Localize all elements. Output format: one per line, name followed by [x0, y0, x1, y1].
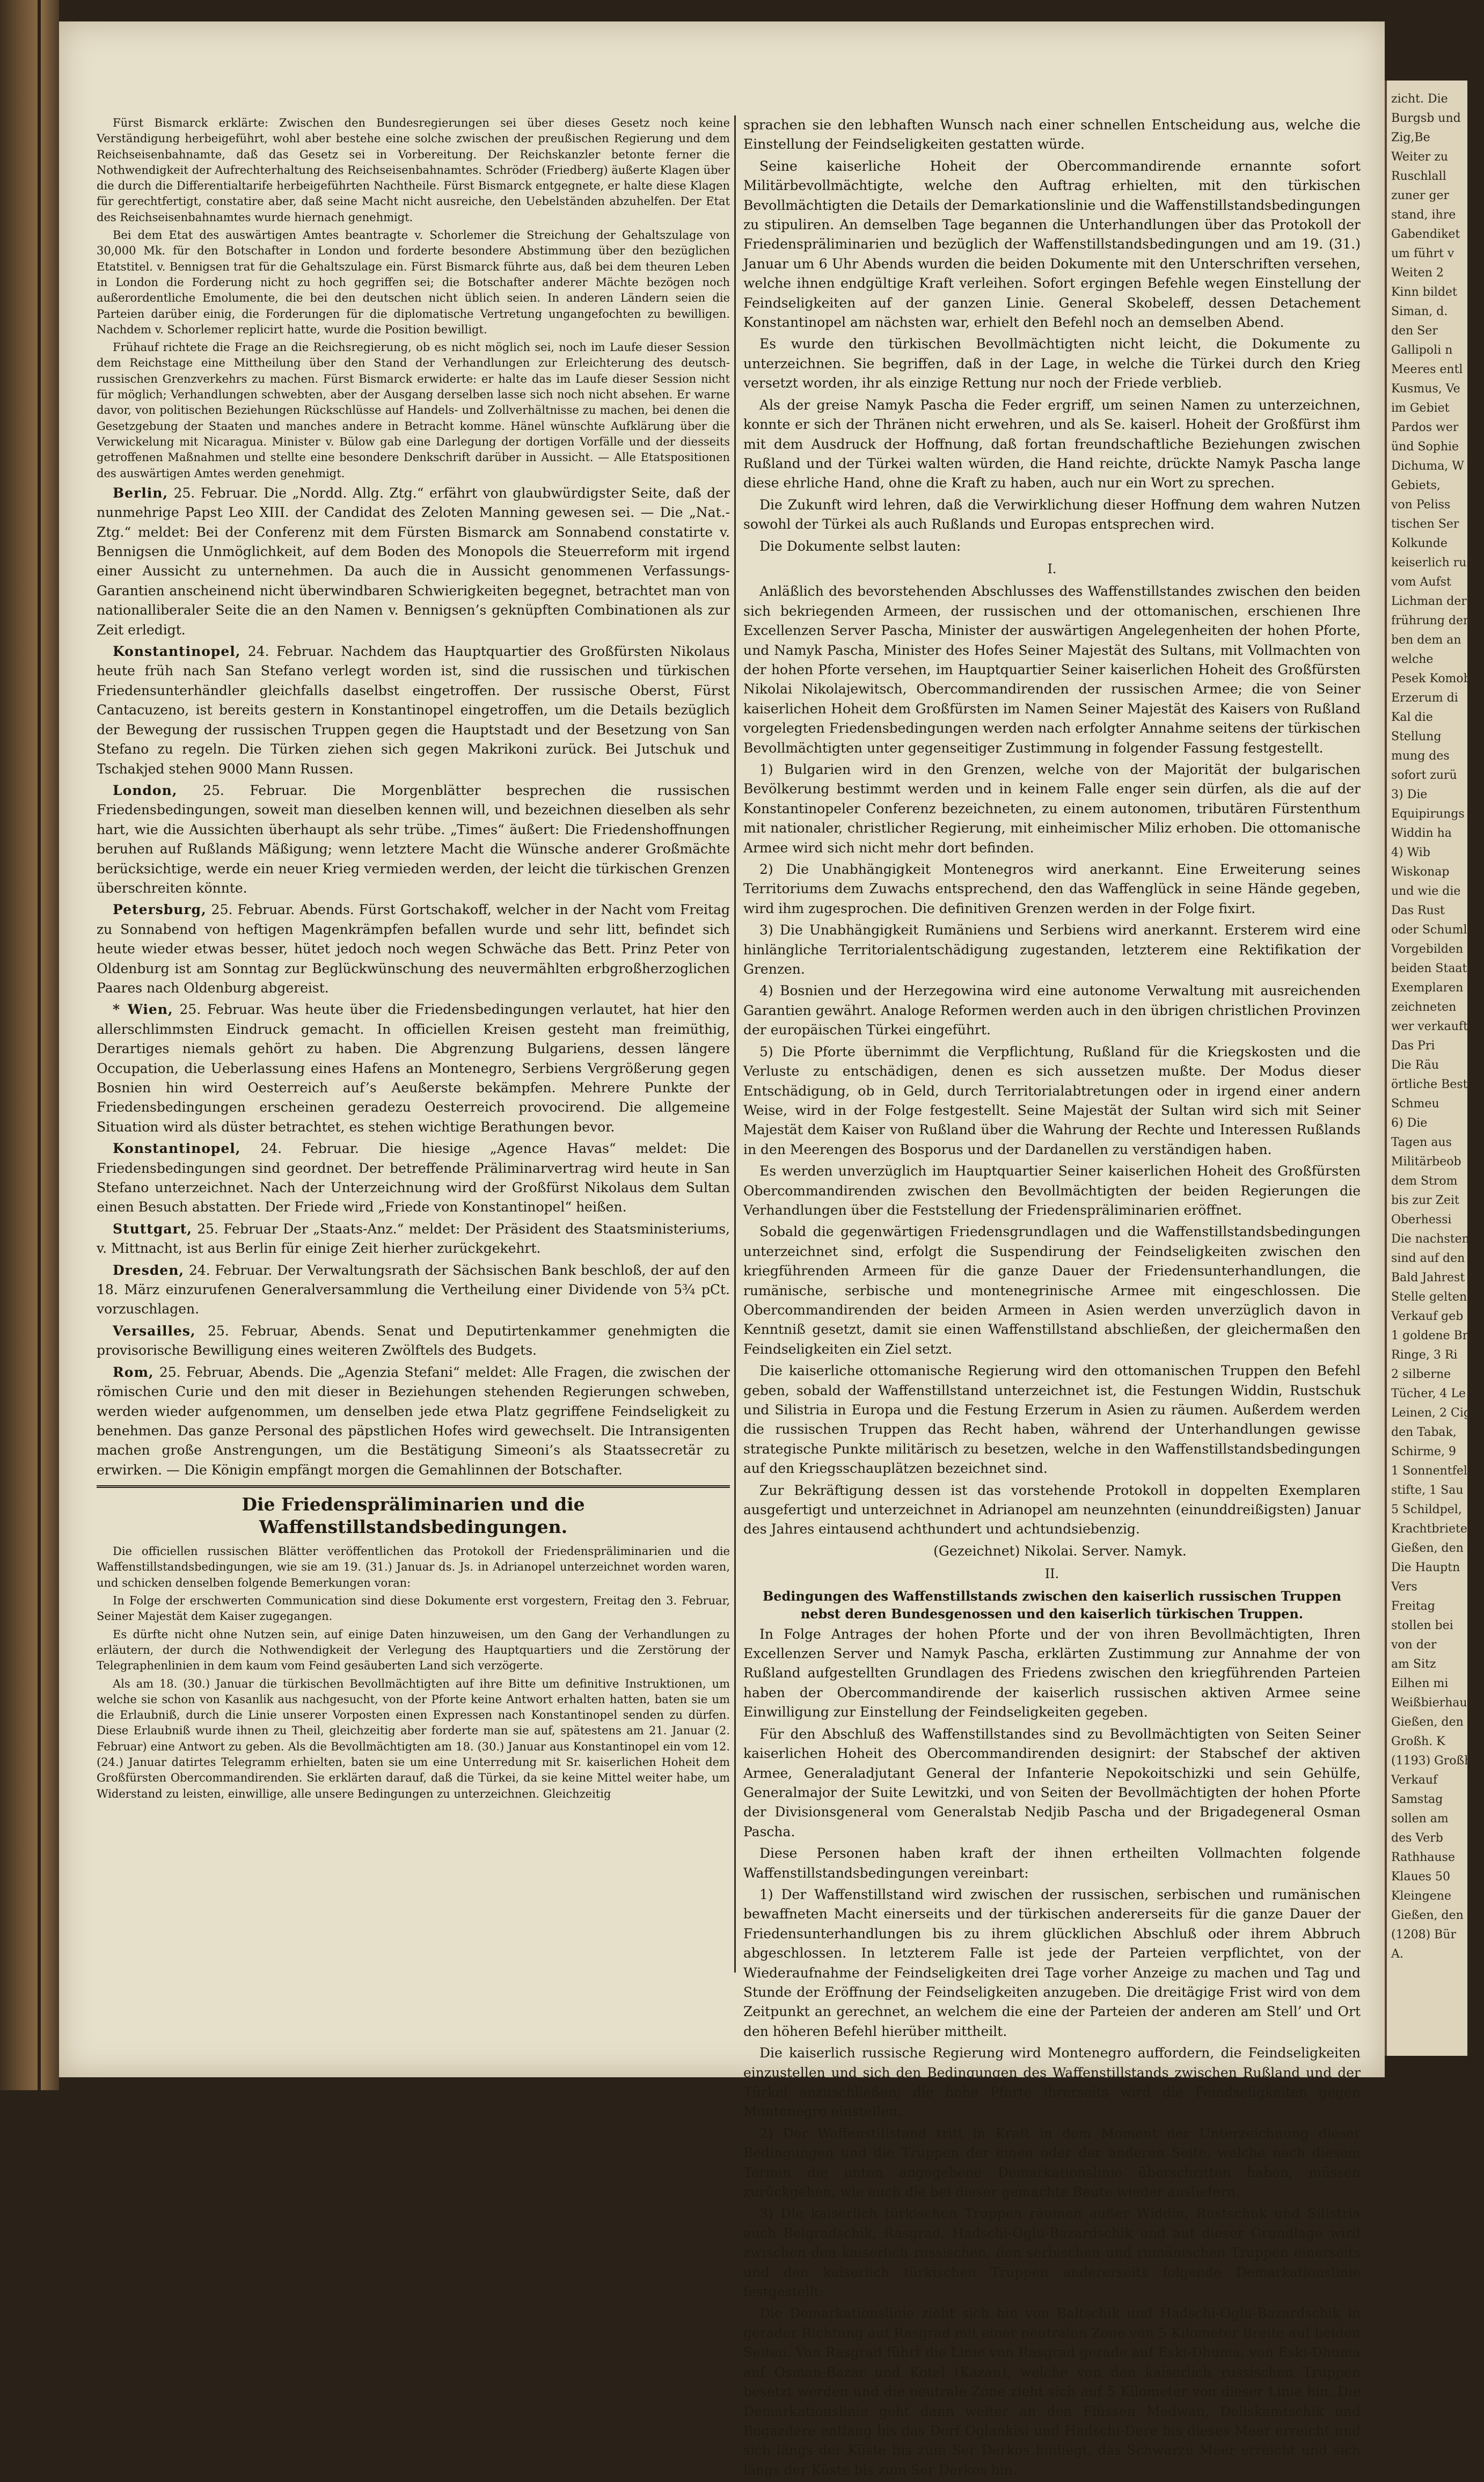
adjacent-page-line: Equipirungs	[1391, 807, 1465, 821]
adjacent-page-line: Burgsb und	[1391, 112, 1461, 125]
dispatch-place: Rom,	[113, 1364, 154, 1380]
adjacent-page-line: Verkauf	[1391, 1773, 1438, 1787]
adjacent-page-line: Die Hauptn	[1391, 1561, 1460, 1574]
parliament-paragraph: Frühauf richtete die Frage an die Reichsregierung, ob es nicht möglich sei, noch im Laufe dieser Session dem Reichstage eine Mittheilung über den Stand der Verhandlungen zur Erleichterung des deutsch-russischen Grenzverkehrs zu machen. Fürst Bismarck erwiderte: er halte das im Laufe dieser Session nicht für möglich; Verhandlungen schwebten, aber der Ausgang derselben lasse sich noch nicht absehen. Er warne davor, von politischen Beziehungen Rückschlüsse auf Handels- und Zollverhältnisse zu machen, bei denen die Gesetzgebung der Staaten und manches andere in Betracht komme. Hänel wünschte Aufklärung über die Verwickelung mit Nicaragua. Minister v. Bülow gab eine Darlegung der dortigen Vorfälle und der diesseits getroffenen Maßnahmen und stellte eine besondere Denkschrift darüber in Aussicht. — Alle Etatspositionen des auswärtigen Amtes werden genehmigt.	[97, 341, 730, 480]
adjacent-page-line: Ringe, 3 Ri	[1391, 1348, 1458, 1362]
adjacent-page-line: stifte, 1 Sau	[1391, 1484, 1464, 1497]
intro-paragraph: Seine kaiserliche Hoheit der Obercommandirende ernannte sofort Militärbevollmächtigte, welche den Auftrag erhielten, mit den türkischen Bevollmächtigten die Details der Demarkationslinie und die Waffenstillstandsbedingungen zu stipuliren. An demselben Tage begannen die Unterhandlungen über das Protokoll der Friedenspräliminarien und bezüglich der Waffenstillstandsbedingungen und am 19. (31.) Januar um 6 Uhr Abends wurden die beiden Dokumente mit den Unterschriften versehen, welche ihnen endgültige Kraft verleihen. Sofort ergingen Befehle wegen Einstellung der Feindseligkeiten auf der ganzen Linie. General Skobeleff, dessen Detachement Konstantinopel am nächsten war, erhielt den Befehl noch an demselben Abend.	[743, 158, 1361, 331]
protocol-paragraph: Es werden unverzüglich im Hauptquartier Seiner kaiserlichen Hoheit des Großfürsten Obercommandirenden zwischen den Bevollmächtigten der beiden Regierungen die Verhandlungen über die Feststellung der Friedenspräliminarien eröffnet.	[743, 1163, 1361, 1218]
adjacent-page-line: Das Rust	[1391, 904, 1445, 917]
section-rule	[97, 1485, 730, 1488]
dispatch-london	[97, 781, 730, 898]
adjacent-page-line: Widdin ha	[1391, 827, 1452, 840]
adjacent-page-line: Stelle gelten	[1391, 1290, 1467, 1304]
adjacent-page-line: ben dem an	[1391, 633, 1461, 647]
adjacent-page-line: Weiten 2	[1391, 266, 1444, 280]
adjacent-page-line: Gebiets,	[1391, 479, 1441, 492]
adjacent-page-line: Kinn bildet	[1391, 286, 1457, 299]
armistice-paragraph: Diese Personen haben kraft der ihnen ertheilten Vollmachten folgende Waffenstillstandsbedingungen vereinbart:	[743, 1845, 1361, 1881]
armistice-paragraph: Die Demarkationslinie zieht sich hin von Baltschik und Hadschi-Oglu-Bazardschik in gerader Richtung auf Rasgrad mit einer neutralen Zone von 5 Kilometer Breite auf beiden Seiten. Von Rasgrad führt die Linie von Rasgrad gerade auf Eski-Dhuma, von Eski-Dhuma auf Osman-Bazar und Kotel (Kazan), welche von den kaiserlich russischen Truppen besetzt werden und die neutrale Zone zieht sich auf 5 Kilometer von dieser Linie hin. Die Demarkationslinie geht dann weiter an den Flüssen Medwan, Deliskamtschik und Bogazdere entlang bis das Dorf Oglankisi und Hadschi-Dere bis dieses Meer erreicht und sich längs der Küste bis zum Ser Derkos hinliegt, das Schwarze Meer erreicht und sich längs der Küste bis zum Ser Derkos hin.	[743, 2305, 1361, 2478]
adjacent-page-line: 5 Schildpel,	[1391, 1503, 1462, 1516]
adjacent-page-line: Ruschlall	[1391, 170, 1446, 183]
protocol-paragraph: Die kaiserliche ottomanische Regierung wird den ottomanischen Truppen den Befehl geben, sobald der Waffenstillstand unterzeichnet ist, die Festungen Widdin, Rustschuk und Silistria in Europa und die Festung Erzerum in Asien zu räumen. Außerdem werden die russischen Truppen das Recht haben, während der Unterhandlungen gewisse strategische Punkte militärisch zu besetzen, welche in den Waffenstillstandsbedingungen auf den Kriegsschauplätzen bezeichnet sind.	[743, 1363, 1361, 1477]
adjacent-page-line: 1 Sonnentfel	[1391, 1464, 1467, 1478]
adjacent-page-line: Krachtbriete	[1391, 1522, 1467, 1536]
dispatch-place: Versailles,	[113, 1323, 196, 1339]
adjacent-page-line: den Tabak,	[1391, 1426, 1457, 1439]
column-divider	[734, 115, 736, 1973]
dispatch-dresden	[97, 1261, 730, 1319]
adjacent-page-line: sofort zurü	[1391, 769, 1457, 782]
adjacent-page-line: (1193) Großh.	[1391, 1754, 1476, 1768]
dispatch-place: Berlin,	[113, 485, 169, 501]
adjacent-page-line: mung des	[1391, 749, 1450, 763]
adjacent-page-line: Meeres entl	[1391, 363, 1463, 376]
armistice-heading: Bedingungen des Waffenstillstands zwischen den kaiserlich russischen Truppen nebst deren Bundesgenossen und den kaiserlich türkischen Truppen.	[762, 1588, 1342, 1622]
document-numeral-1: I.	[1047, 561, 1057, 576]
adjacent-page-line: Leinen, 2 Cigar	[1391, 1406, 1484, 1420]
adjacent-page-line: sind auf den	[1391, 1252, 1465, 1265]
adjacent-page-line: welche	[1391, 653, 1434, 666]
adjacent-page-line: Lichman der	[1391, 595, 1467, 608]
adjacent-page-line: Stellung	[1391, 730, 1442, 743]
adjacent-page-line: oder Schumla	[1391, 923, 1474, 937]
adjacent-page-line: Tücher, 4 Le	[1391, 1387, 1466, 1400]
adjacent-page-line: stand, ihre	[1391, 208, 1456, 222]
adjacent-page-line: Wiskonap	[1391, 865, 1450, 879]
adjacent-page-line: Verkauf geb	[1391, 1310, 1464, 1323]
adjacent-page-line: zicht. Die	[1391, 92, 1448, 106]
adjacent-page-line: den Ser	[1391, 324, 1438, 338]
intro-paragraph: Als der greise Namyk Pascha die Feder ergriff, um seinen Namen zu unterzeichnen, konnte er sich der Thränen nicht erwehren, und als Se. kaiserl. Hoheit der Großfürst ihm mit dem Ausdruck der Hoffnung, daß fortan freundschaftliche Beziehungen zwischen Rußland und der Türkei walten würden, die Hand reichte, drückte Namyk Pascha lange diese ehrliche Hand, ohne die Kraft zu haben, auch nur ein Wort zu sprechen.	[743, 397, 1361, 491]
dispatch-text: 25. Februar. Die „Nordd. Allg. Ztg.“ erfährt von glaubwürdigster Seite, daß der nunmehrige Papst Leo XIII. der Candidat des Zeloten Manning gewesen sei. — Die „Nat.-Ztg.“ meldet: Bei der Conferenz mit dem Fürsten Bismarck am Sonnabend constatirte v. Bennigsen die Unmöglichkeit, auf dem Boden des Monopols die Steuerreform mit irgend einer Aussicht zu unternehmen. Da auch die in Aussicht genommenen Verfassungs-Garantien anscheinend nicht überwindbaren Schwierigkeiten begegnet, betrachtet man von nationalliberaler Seite die an den Namen v. Bennigsen’s geknüpften Combinationen als zur Zeit erledigt.	[97, 485, 730, 638]
protocol-article: 4) Bosnien und der Herzegowina wird eine autonome Verwaltung mit ausreichenden Garantien gewährt. Analoge Reformen werden auch in den übrigen christlichen Provinzen der europäischen Türkei eingeführt.	[743, 983, 1361, 1038]
dispatch-text: 24. Februar. Nachdem das Hauptquartier des Großfürsten Nikolaus heute früh nach San Stefano verlegt worden ist, sind die russischen und türkischen Friedensunterhändler gleichfalls daselbst eingetroffen. Der russische Oberst, Fürst Cantacuzeno, ist bereits gestern in Konstantinopel eingetroffen, um die Details bezüglich der Bewegung der russischen Truppen gegen die Hauptstadt und der Besetzung von San Stefano zu regeln. Die Türken ziehen sich gegen Makrikoni zurück. Bei Jutschuk und Tschakjed stehen 9000 Mann Russen.	[97, 644, 730, 777]
dispatch-place: Konstantinopel,	[113, 1141, 241, 1157]
adjacent-page-line: (1208) Bür	[1391, 1928, 1456, 1941]
parliament-paragraph: Bei dem Etat des auswärtigen Amtes beantragte v. Schorlemer die Streichung der Gehaltszulage von 30,000 Mk. für den Botschafter in London und forderte besondere Abstimmung über den bezüglichen Etatstitel. v. Bennigsen trat für die Gehaltszulage ein. Fürst Bismarck führte aus, daß bei dem theuren Leben in London die Forderung nicht zu hoch gegriffen sei; die Botschafter anderer Mächte bezögen noch außerordentliche Emolumente, die bei den deutschen nicht üblich seien. In anderen Ländern seien die Parteien darüber einig, die Forderungen für die diplomatische Vertretung ungangefochten zu bewilligen. Nachdem v. Schorlemer replicirt hatte, wurde die Position bewilligt.	[97, 229, 730, 336]
adjacent-page-line: um führt v	[1391, 247, 1454, 260]
adjacent-page-line: A.	[1391, 1947, 1403, 1961]
protocol-article: 2) Die Unabhängigkeit Montenegros wird anerkannt. Eine Erweiterung seines Territoriums dem Zuwachs entsprechend, den das Waffenglück in seine Hände gegeben, wird ihm zugesprochen. Die definitiven Grenzen werden in der Folge fixirt.	[743, 862, 1361, 916]
adjacent-page-line: Großh. K	[1391, 1735, 1445, 1748]
dispatch-place: Stuttgart,	[113, 1221, 192, 1237]
adjacent-page-line: Erzerum di	[1391, 691, 1458, 705]
adjacent-page-line: Militärbeob	[1391, 1155, 1461, 1169]
parliament-paragraph: Fürst Bismarck erklärte: Zwischen den Bundesregierungen sei über dieses Gesetz noch keine Verständigung herbeigeführt, wohl aber bestehe eine solche zwischen der preußischen Regierung und dem Reichseisenbahnamte, daß das Gesetz sei in Vorbereitung. Der Reichskanzler betonte ferner die Nothwendigkeit der Aufrechterhaltung des Reichseisenbahnamtes. Schröder (Friedberg) äußerte Klagen über die durch die Differentialtarife herbeigeführten Nachtheile. Fürst Bismarck entgegnete, er halte diese Klagen für gerechtfertigt, constatire aber, daß seine Macht nicht ausreiche, den Uebelständen abzuhelfen. Der Etat des Reichseisenbahnamtes wurde hiernach genehmigt.	[97, 116, 730, 224]
protocol-article: 5) Die Pforte übernimmt die Verpflichtung, Rußland für die Kriegskosten und die Verluste zu entschädigen, denen es sich aussetzen mußte. Der Modus dieser Entschädigung, ob in Geld, durch Territorialabtretungen oder in irgend einer andern Weise, wird in der Folge festgestellt. Seine Majestät der Sultan wird sich mit Seiner Majestät dem Kaiser von Rußland über die Wahrung der Rechte und Interessen Rußlands in den Meerengen des Bosporus und der Dardanellen zu verständigen haben.	[743, 1043, 1361, 1157]
adjacent-page-line: Kleingene	[1391, 1889, 1451, 1903]
protocol-paragraph: Sobald die gegenwärtigen Friedensgrundlagen und die Waffenstillstandsbedingungen unterzeichnet sind, erfolgt die Suspendirung der Feindseligkeiten zwischen den kriegführenden Armeen für die ganze Dauer der Friedensunterhandlungen, die rumänische, serbische und montenegrinische Armee mit eingeschlossen. Die Obercommandirenden der beiden Armeen in Asien werden unverzüglich davon in Kenntniß gesetzt, damit sie einen Waffenstillstand abschließen, der gleichermaßen den Feindseligkeiten ein Ziel setzt.	[743, 1224, 1361, 1357]
dispatch-petersburg	[97, 900, 730, 998]
adjacent-page-line: Oberhessi	[1391, 1213, 1452, 1227]
adjacent-page-line: 2 silberne	[1391, 1368, 1451, 1381]
adjacent-page-line: des Verb	[1391, 1831, 1443, 1845]
adjacent-page-line: 4) Wib	[1391, 846, 1430, 859]
continued-paragraph: sprachen sie den lebhaften Wunsch nach einer schnellen Entscheidung aus, welche die Einstellung der Feindseligkeiten gestatten würde.	[743, 117, 1361, 152]
dispatch-place: Petersburg,	[113, 902, 207, 918]
dispatch-berlin	[97, 484, 730, 640]
adjacent-page-line: vom Aufst	[1391, 575, 1451, 589]
protocol-paragraph: Zur Bekräftigung dessen ist das vorstehende Protokoll in doppelten Exemplaren ausgefertigt und unterzeichnet in Adrianopel am neunzehnten (einunddreißigsten) Januar des Jahres eintausend achthundert und achtundsiebenzig.	[743, 1482, 1361, 1537]
adjacent-page-line: zeichneten	[1391, 1001, 1457, 1014]
adjacent-page-line: Kolkunde	[1391, 537, 1448, 550]
telegram-dispatches	[97, 484, 730, 1480]
dispatch-konstantinopel	[97, 642, 730, 779]
adjacent-page-line: und wie die	[1391, 885, 1461, 898]
adjacent-page-line: Dichuma, W	[1391, 459, 1464, 473]
adjacent-page-line: Kusmus, Ve	[1391, 382, 1460, 396]
adjacent-page-line: Gießen, den	[1391, 1909, 1464, 1922]
dispatch-place: London,	[113, 782, 178, 798]
adjacent-page-line: Gabendiket	[1391, 228, 1460, 241]
adjacent-page-line: keiserlich rus	[1391, 556, 1473, 570]
adjacent-page-line: am Sitz	[1391, 1658, 1436, 1671]
armistice-article: 1) Der Waffenstillstand wird zwischen der russischen, serbischen und rumänischen bewaffneten Macht einerseits und der türkischen andererseits für die ganze Dauer der Friedensunterhandlungen bis zu ihrem glücklichen Abschluß oder ihrem Abbruch abgeschlossen. In letzterem Falle ist jede der Parteien verpflichtet, von der Wiederaufnahme der Feindseligkeiten drei Tage vorher Anzeige zu machen und Tag und Stunde der Eröffnung der Feindseligkeiten anzugeben. Die dreitägige Frist wird von dem Zeitpunkt an gerechnet, an welchem die eine der Parteien der anderen am Stell’ und Ort den höheren Befehl hierüber mittheilt.	[743, 1886, 1361, 2039]
adjacent-page-line: von der	[1391, 1638, 1437, 1652]
protocol-paragraph: Anläßlich des bevorstehenden Abschlusses des Waffenstillstandes zwischen den beiden sich bekriegenden Armeen, der russischen und der ottomanischen, erschienen Ihre Excellenzen Server Pascha, Minister der auswärtigen Angelegenheiten der hohen Pforte, und Namyk Pascha, Minister des Hofes Seiner Majestät des Sultans, mit Vollmachten von der hohen Pforte versehen, im Hauptquartier Seiner kaiserlichen Hoheit des Großfürsten Nikolai Nikolajewitsch, Obercommandirenden der russischen Armee; die von Seiner kaiserlichen Hoheit dem Großfürsten im Namen Seiner Majestät des Kaisers von Rußland vorgelegten Friedensbedingungen werden nach erfolgter Annahme seitens der türkischen Bevollmächtigten unter gegenseitiger Zustimmung in folgender Fassung festgestellt.	[743, 583, 1361, 756]
article-heading: Die Friedenspräliminarien und die Waffenstillstandsbedingungen.	[242, 1494, 585, 1538]
dispatch-text: 25. Februar. Abends. Fürst Gortschakoff, welcher in der Nacht vom Freitag zu Sonnabend von heftigen Magenkrämpfen befallen wurde und sehr litt, befindet sich heute wieder etwas besser, hütet jedoch noch wegen Schwäche das Bett. Prinz Peter von Oldenburg ist am Sonntag zur Beglückwünschung des neuvermählten erbgroßherzoglichen Paares nach Oldenburg abgereist.	[97, 902, 730, 996]
left-column	[97, 115, 730, 1804]
armistice-paragraph: In Folge Antrages der hohen Pforte und der von ihren Bevollmächtigten, Ihren Excellenzen Server und Namyk Pascha, erklärten Zustimmung zur Annahme der von Rußland aufgestellten Grundlagen des Friedens zwischen den kriegführenden Parteien haben der Obercommandirende der kaiserlich russischen aktiven Armee seine Einwilligung zur Einstellung der Feindseligkeiten gegeben.	[743, 1626, 1361, 1720]
dispatch-konstantinopel-2	[97, 1139, 730, 1217]
adjacent-page-line: Schmeu	[1391, 1097, 1439, 1111]
adjacent-page-line: im Gebiet	[1391, 402, 1450, 415]
dispatch-text: 25. Februar Der „Staats-Anz.“ meldet: Der Präsident des Staatsministeriums, v. Mittnacht, ist aus Berlin für einige Zeit hierher zurückgekehrt.	[97, 1221, 730, 1257]
article-paragraph: Als am 18. (30.) Januar die türkischen Bevollmächtigten auf ihre Bitte um definitive Instruktionen, um welche sie schon von Kasanlik aus nachgesucht, von der Pforte keine Antwort erhalten hatten, baten sie um die Erlaubniß, durch die Linie unserer Vorposten einen Expressen nach Konstantinopel senden zu dürfen. Diese Erlaubniß wurde ihnen zu Theil, gleichzeitig aber forderte man sie auf, spätestens am 21. Januar (2. Februar) eine Antwort zu geben. Als die Bevollmächtigten am 18. (30.) Januar aus Konstantinopel ein vom 12. (24.) Januar datirtes Telegramm erhielten, baten sie um eine Unterredung mit Sr. kaiserlichen Hoheit dem Großfürsten Obercommandirenden. Sie erklärten darauf, daß die Türkei, da sie keine Mittel weiter habe, um Widerstand zu leisten, einwillige, alle unsere Bedingungen zu unterzeichnen. Gleichzeitig	[97, 1677, 730, 1800]
adjacent-page-line: stollen bei	[1391, 1619, 1453, 1632]
dispatch-place: Dresden,	[113, 1262, 185, 1278]
adjacent-page-line: Vers	[1391, 1580, 1417, 1594]
adjacent-page-line: Siman, d.	[1391, 305, 1448, 318]
adjacent-page-line: frührung den	[1391, 614, 1471, 627]
adjacent-page-line: Eilhen mi	[1391, 1677, 1449, 1690]
dispatch-text: 24. Februar. Der Verwaltungsrath der Sächsischen Bank beschloß, der auf den 18. März einzurufenen Generalversammlung die Vertheilung einer Dividende von 5¾ pCt. vorzuschlagen.	[97, 1262, 730, 1317]
adjacent-page-line: Die nachsten	[1391, 1232, 1470, 1246]
adjacent-page-line: tischen Ser	[1391, 517, 1459, 531]
intro-paragraph: Die Dokumente selbst lauten:	[759, 538, 961, 554]
protocol-signature: (Gezeichnet) Nikolai. Server. Namyk.	[933, 1543, 1187, 1559]
adjacent-page-line: Freitag	[1391, 1600, 1435, 1613]
dispatch-text: 25. Februar. Was heute über die Friedensbedingungen verlautet, hat hier den allerschlimmsten Eindruck gemacht. In officiellen Kreisen gesteht man freimüthig, Derartiges niemals gehört zu haben. Die Abgrenzung Bulgariens, dessen längere Occupation, die Ueberlassung eines Hafens an Montenegro, Serbiens Vergrößerung gegen Bosnien hin wird Oesterreich auf’s Aeußerste bekämpfen. Mehrere Punkte der Friedensbedingungen erscheinen geradezu Oesterreich provocirend. Die allgemeine Situation wird als düster betrachtet, es stehen wichtige Berathungen bevor.	[97, 1002, 730, 1135]
adjacent-page-line: ünd Sophie	[1391, 440, 1459, 454]
adjacent-page-line: zuner ger	[1391, 189, 1450, 202]
adjacent-page-line: Rathhause	[1391, 1851, 1455, 1864]
dispatch-text: 25. Februar, Abends. Die „Agenzia Stefani“ meldet: Alle Fragen, die zwischen der römischen Curie und den mit dieser in Beziehungen stehenden Regierungen schweben, werden wieder aufgenommen, um denselben jede etwa Platz gegriffene Feindseligkeit zu benehmen. Das ganze Personal des päpstlichen Hofes wird gewechselt. Die Intransigenten machen große Anstrengungen, um die Bestätigung Simeoni’s als Staatssecretär zu erwirken. — Die Königin empfängt morgen die Gemahlinnen der Botschafter.	[97, 1364, 730, 1478]
armistice-paragraph: Für den Abschluß des Waffenstillstandes sind zu Bevollmächtigten von Seiten Seiner kaiserlichen Hoheit des Obercommandirenden designirt: der Stabschef der aktiven Armee, Generaladjutant General der Infanterie Nepokoitschizki und sein Gehülfe, Generalmajor der Suite Lewitzki, und von Seiten der Bevollmächtigten der hohen Pforte der Divisionsgeneral vom Generalstab Nedjib Pascha und der Brigadegeneral Osman Pascha.	[743, 1726, 1361, 1839]
adjacent-page-line: Vorgebilden	[1391, 943, 1464, 956]
dispatch-versailles	[97, 1322, 730, 1361]
article-paragraph: In Folge der erschwerten Communication sind diese Dokumente erst vorgestern, Freitag den 3. Februar, Seiner Majestät dem Kaiser zugegangen.	[97, 1594, 730, 1623]
adjacent-page-line: Das Pri	[1391, 1039, 1435, 1053]
armistice-article: 3) Die kaiserlich türkischen Truppen räumen außer Widdin, Rustschuk und Silistria auch Belgradschik, Rasgrad, Hadschi-Oglu-Bazardschik und auf dieser Grundlage wird zwischen den kaiserlich russischen, den serbischen und rumänischen Truppen einerseits und den kaiserlich türkischen Truppen andererseits folgende Demarkationslinie festgestellt:	[743, 2206, 1361, 2300]
dispatch-place: * Wien,	[113, 1002, 173, 1018]
adjacent-page-line: Exemplaren	[1391, 981, 1464, 995]
right-column	[743, 115, 1361, 2482]
adjacent-page-line: Schirme, 9	[1391, 1445, 1456, 1458]
adjacent-page-line: bis zur Zeit	[1391, 1194, 1459, 1207]
article-paragraph: Die officiellen russischen Blätter veröffentlichen das Protokoll der Friedenspräliminarien und die Waffenstillstandsbedingungen, wie sie am 19. (31.) Januar ds. Js. in Adrianopel unterzeichnet worden waren, und schicken denselben folgende Bemerkungen voran:	[97, 1545, 730, 1589]
adjacent-page-line: Pesek Komoba	[1391, 672, 1478, 685]
armistice-article: 2) Der Waffenstillstand tritt in Kraft in dem Moment der Unterzeichnung dieser Bedingungen und die Truppen der einen oder der anderen Seite, welche nach diesem Termin die unten angegebene Demarkationslinie überschritten haben, müssen zurückgehen, wie auch die bei dieser gemachte Beute wieder ausliefern.	[743, 2125, 1361, 2200]
adjacent-page-line: Die Räu	[1391, 1058, 1439, 1072]
adjacent-page-line: Zig,Be	[1391, 131, 1430, 144]
parliament-report	[97, 115, 730, 481]
dispatch-text: 25. Februar, Abends. Senat und Deputirtenkammer genehmigten die provisorische Bewilligung eines weiteren Zwölftels des Budgets.	[97, 1323, 730, 1359]
article-paragraph: Es dürfte nicht ohne Nutzen sein, auf einige Daten hinzuweisen, um den Gang der Verhandlungen zu erläutern, der durch die Nothwendigkeit der Verlegung des Hauptquartiers und die Zerstörung der Telegraphenlinien in dem kaum vom Feind gesäuberten Land sich verzögerte.	[97, 1627, 730, 1673]
adjacent-page-line: wer verkauft	[1391, 1020, 1468, 1033]
adjacent-page-line: 1 goldene Br	[1391, 1329, 1468, 1342]
intro-paragraph: Die Zukunft wird lehren, daß die Verwirklichung dieser Hoffnung dem wahren Nutzen sowohl der Türkei als auch Rußlands und Europas entsprechen wird.	[743, 497, 1361, 532]
adjacent-page-line: Pardos wer	[1391, 421, 1459, 434]
protocol-article: 3) Die Unabhängigkeit Rumäniens und Serbiens wird anerkannt. Ersterem wird eine hinlängliche Territorialentschädigung zugestanden, letzterem eine Rektifikation der Grenzen.	[743, 922, 1361, 977]
article-body	[97, 1544, 730, 1802]
adjacent-page-line: Klaues 50	[1391, 1870, 1451, 1884]
adjacent-page-line: Gießen, den	[1391, 1542, 1464, 1555]
adjacent-page-line: Gießen, den	[1391, 1716, 1464, 1729]
armistice-paragraph: Die kaiserlich russische Regierung wird Montenegro auffordern, die Feindseligkeiten einzustellen und sich den Bedingungen des Waffenstillstands zwischen Rußland und der Türkei anzuschließen; die hohe Pforte ihrerseits wird die Feindseligkeiten gegen Montenegro einstellen.	[743, 2045, 1361, 2120]
adjacent-page-line: Tagen aus	[1391, 1136, 1452, 1149]
dispatch-rom	[97, 1363, 730, 1480]
adjacent-page-line: 6) Die	[1391, 1116, 1428, 1130]
dispatch-wien	[97, 1000, 730, 1137]
intro-paragraph: Es wurde den türkischen Bevollmächtigten nicht leicht, die Dokumente zu unterzeichnen. Sie begriffen, daß in der Lage, in welche die Türkei durch den Krieg versetzt worden, ihr als einzige Rettung nur noch der Friede verblieb.	[743, 336, 1361, 391]
adjacent-page-line: Weiter zu	[1391, 150, 1449, 164]
adjacent-page-line: Gallipoli n	[1391, 344, 1453, 357]
adjacent-page-line: Weißbierhaus	[1391, 1696, 1473, 1710]
protocol-article: 1) Bulgarien wird in den Grenzen, welche von der Majorität der bulgarischen Bevölkerung bestimmt werden und in keinem Falle enger sein dürfen, als die auf der Konstantinopeler Conferenz bezeichneten, zu einem autonomen, tributären Fürstenthum mit nationaler, christlicher Regierung, mit einheimischer Miliz erhoben. Die ottomanische Armee wird sich nicht mehr dort befinden.	[743, 762, 1361, 856]
book-binding	[0, 0, 59, 2090]
adjacent-page-line: Kal die	[1391, 711, 1433, 724]
adjacent-page-line: Samstag	[1391, 1793, 1443, 1806]
dispatch-place: Konstantinopel,	[113, 644, 241, 660]
document-numeral-2: II.	[1044, 1566, 1059, 1582]
adjacent-page-line: 3) Die	[1391, 788, 1428, 801]
dispatch-text: 25. Februar. Die Morgenblätter besprechen die russischen Friedensbedingungen, soweit man dieselben kennen will, und bezeichnen dieselben als sehr hart, wie die Aussichten überhaupt als sehr trübe. „Times“ äußert: Die Friedenshoffnungen beruhen auf Rußlands Mäßigung; wenn letztere Macht die Wünsche anderer Großmächte berücksichtige, werde ein neuer Krieg vermieden werden, der leicht die türkischen Grenzen überschreiten könnte.	[97, 782, 730, 896]
adjacent-page-line: Bald Jahrest	[1391, 1271, 1465, 1284]
adjacent-page-line: sollen am	[1391, 1812, 1449, 1826]
adjacent-page-line: beiden Staate	[1391, 962, 1474, 975]
binding-edge	[38, 0, 41, 2090]
adjacent-page-line: von Peliss	[1391, 498, 1451, 512]
dispatch-stuttgart	[97, 1220, 730, 1259]
dispatch-text: 24. Februar. Die hiesige „Agence Havas“ meldet: Die Friedensbedingungen sind geordnet. Der betreffende Präliminarvertrag wird heute in San Stefano unterzeichnet. Nach der Unterzeichnung wird der Großfürst Nikolaus dem Sultan einen Besuch abstatten. Der Friede wird „Friede von Konstantinopel“ heißen.	[97, 1141, 730, 1215]
adjacent-page-line: örtliche Bestä	[1391, 1078, 1475, 1091]
adjacent-page-line: dem Strom	[1391, 1174, 1458, 1188]
adjacent-page-fragment	[1385, 81, 1484, 2056]
